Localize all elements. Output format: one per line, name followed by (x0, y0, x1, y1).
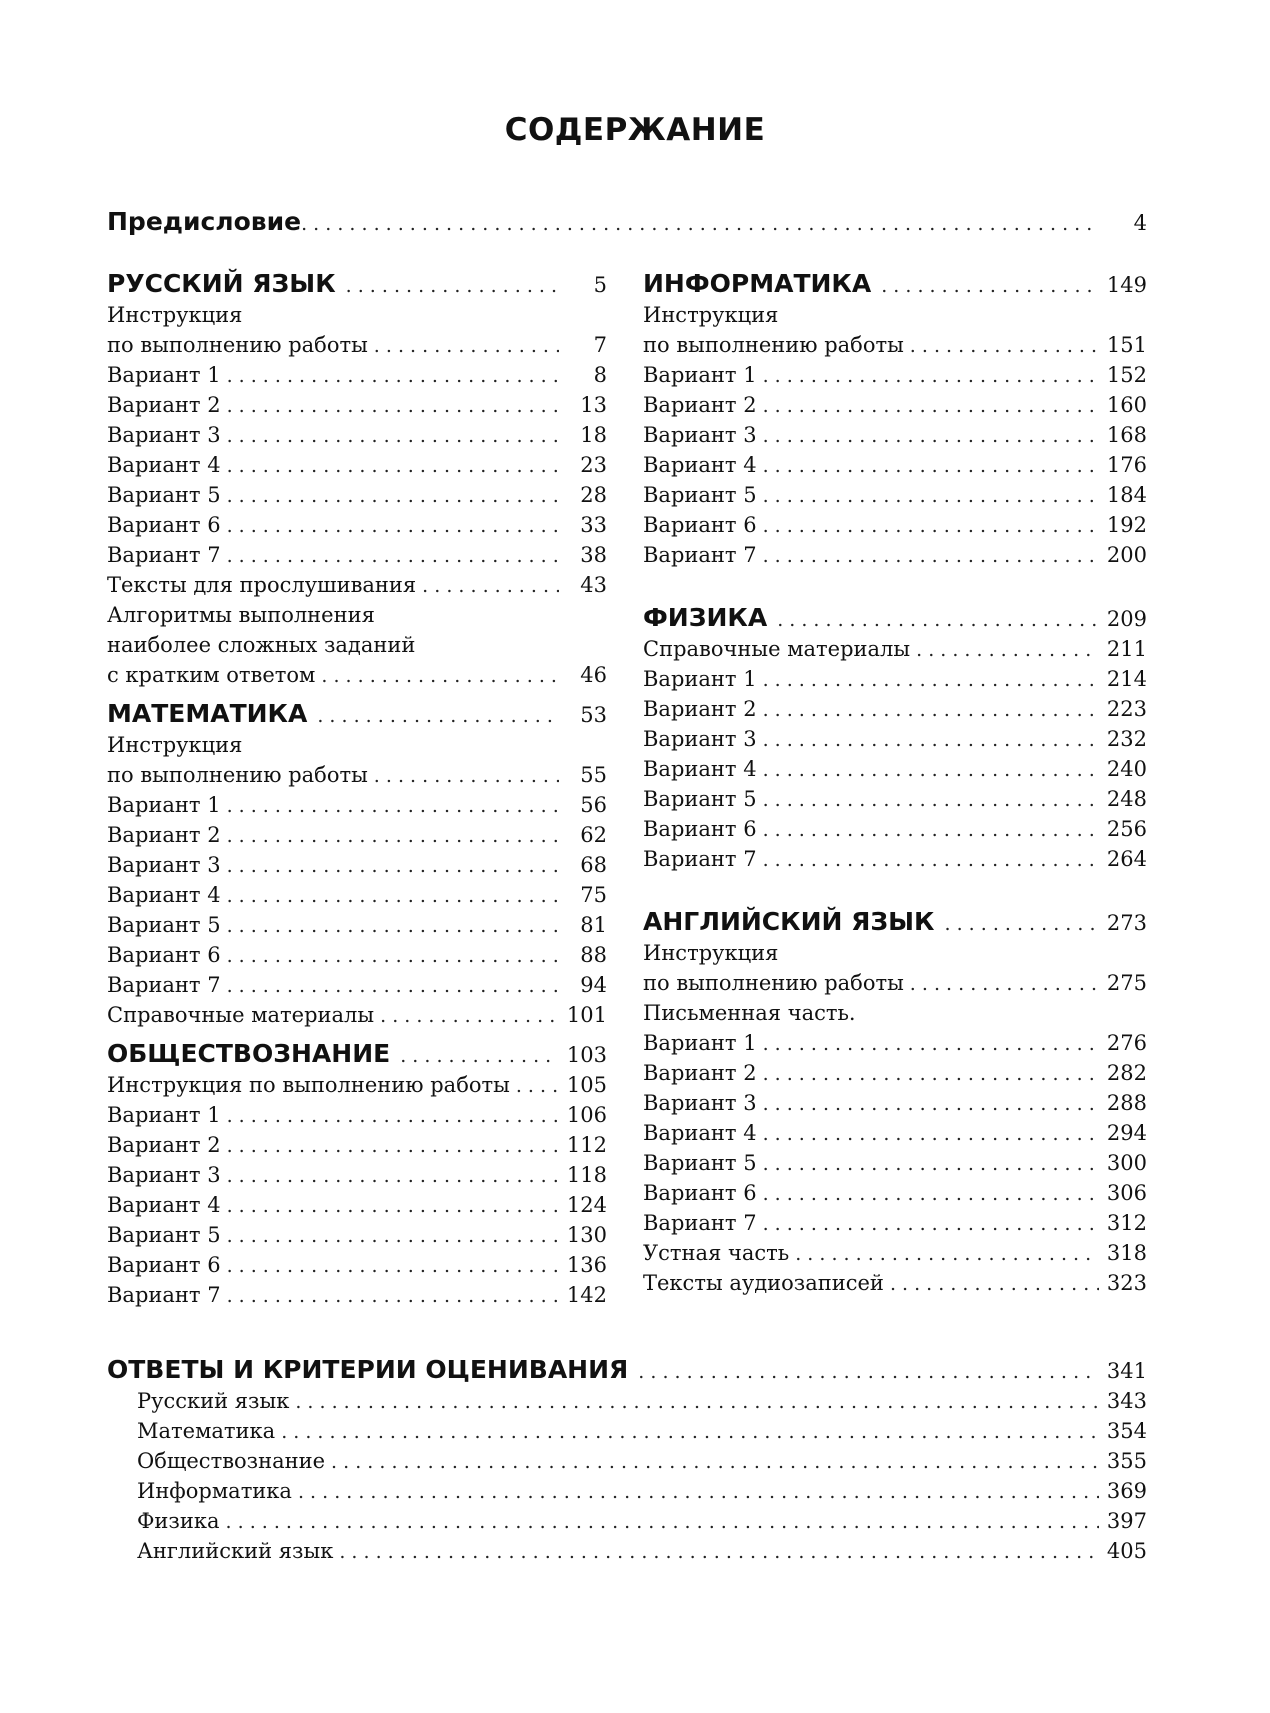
dot-leader (763, 695, 1099, 725)
toc-entry-label: по выполнению работы (643, 333, 904, 357)
toc-entry-label: Инструкция (107, 303, 243, 327)
toc-entry[interactable] (643, 480, 1147, 510)
toc-left-column (107, 268, 607, 1310)
toc-page-number: 88 (580, 943, 607, 967)
toc-page-number: 192 (1106, 513, 1147, 537)
toc-page-number: 294 (1106, 1121, 1147, 1145)
dot-leader (321, 661, 559, 691)
toc-page-number: 5 (593, 273, 607, 297)
toc-entry-label: Информатика (137, 1479, 292, 1503)
toc-entry-label: Справочные материалы (107, 1003, 375, 1027)
toc-entry-label: Вариант 4 (643, 1121, 757, 1145)
toc-entry[interactable] (643, 968, 1147, 998)
toc-answers (107, 1354, 1147, 1566)
dot-leader (227, 791, 559, 821)
toc-entry[interactable] (107, 970, 607, 1000)
dot-leader (281, 1417, 1099, 1447)
toc-page-number: 149 (1106, 273, 1147, 297)
toc-page-number: 124 (566, 1193, 607, 1217)
toc-entry[interactable] (107, 1386, 1147, 1416)
toc-page-number: 53 (580, 703, 607, 727)
toc-page-number: 7 (593, 333, 607, 357)
toc-page-number: 118 (566, 1163, 607, 1187)
toc-entry[interactable] (643, 1058, 1147, 1088)
toc-page-number: 151 (1106, 333, 1147, 357)
toc-entry-label: Вариант 3 (643, 423, 757, 447)
toc-page-number: 256 (1106, 817, 1147, 841)
toc-entry[interactable] (107, 600, 607, 630)
toc-entry-label: Вариант 4 (643, 757, 757, 781)
dot-leader (763, 1209, 1099, 1239)
toc-entry-label: Вариант 3 (643, 1091, 757, 1115)
dot-leader (295, 1387, 1099, 1417)
toc-entry-label: по выполнению работы (107, 333, 368, 357)
toc-entry[interactable] (643, 1148, 1147, 1178)
toc-page-number: 214 (1106, 667, 1147, 691)
toc-entry-label: Вариант 4 (643, 453, 757, 477)
toc-entry-label: Алгоритмы выполнения (107, 603, 375, 627)
toc-entry-label: Вариант 7 (107, 973, 221, 997)
toc-entry[interactable] (107, 1160, 607, 1190)
toc-entry[interactable] (107, 630, 607, 660)
toc-page-number: 275 (1106, 971, 1147, 995)
toc-entry[interactable] (107, 730, 607, 760)
toc-entry-label: Вариант 3 (643, 727, 757, 751)
toc-entry[interactable] (107, 540, 607, 570)
toc-entry[interactable] (643, 510, 1147, 540)
toc-section-math (107, 698, 607, 1030)
toc-entry[interactable] (107, 300, 607, 330)
toc-entry[interactable] (107, 330, 607, 360)
dot-leader (763, 541, 1099, 571)
dot-leader (763, 511, 1099, 541)
toc-entry[interactable] (107, 1130, 607, 1160)
dot-leader (227, 1131, 559, 1161)
toc-page-number: 168 (1106, 423, 1147, 447)
toc-page-number: 103 (566, 1043, 607, 1067)
toc-heading-label: РУССКИЙ ЯЗЫК (107, 269, 336, 298)
dot-leader (777, 604, 1099, 636)
toc-entry[interactable] (107, 1100, 607, 1130)
toc-entry-label: наиболее сложных заданий (107, 633, 416, 657)
toc-entry-label: Вариант 7 (107, 543, 221, 567)
toc-entry-label: Вариант 3 (107, 853, 221, 877)
dot-leader (227, 971, 559, 1001)
toc-heading-label: ФИЗИКА (643, 603, 768, 632)
dot-leader (374, 761, 559, 791)
toc-entry[interactable] (643, 540, 1147, 570)
page-title: СОДЕРЖАНИЕ (504, 112, 766, 148)
toc-entry-label: Вариант 1 (643, 363, 757, 387)
toc-entry[interactable] (643, 694, 1147, 724)
toc-entry[interactable] (107, 510, 607, 540)
dot-leader (763, 1029, 1099, 1059)
dot-leader (317, 700, 559, 732)
toc-entry[interactable] (107, 760, 607, 790)
dot-leader (227, 1251, 559, 1281)
toc-entry[interactable] (107, 1280, 607, 1310)
toc-entry-label: Вариант 5 (107, 1223, 221, 1247)
toc-entry-label: Вариант 2 (107, 1133, 221, 1157)
toc-page-number: 8 (593, 363, 607, 387)
toc-page-number: 184 (1106, 483, 1147, 507)
toc-entry-label: Вариант 6 (643, 817, 757, 841)
toc-entry-label: Вариант 6 (107, 513, 221, 537)
toc-page-number: 4 (1133, 211, 1147, 235)
dot-leader (763, 451, 1099, 481)
toc-entry-label: Вариант 1 (643, 1031, 757, 1055)
toc-page-number: 354 (1106, 1419, 1147, 1443)
toc-page-number: 152 (1106, 363, 1147, 387)
toc-page-number: 200 (1106, 543, 1147, 567)
toc-entry[interactable] (643, 300, 1147, 330)
toc-entry-label: Инструкция (107, 733, 243, 757)
toc-heading[interactable] (643, 268, 1147, 300)
toc-heading[interactable] (107, 698, 607, 730)
toc-page-number: 312 (1106, 1211, 1147, 1235)
toc-section-physics (643, 602, 1147, 874)
toc-entry[interactable] (107, 820, 607, 850)
dot-leader (516, 1071, 559, 1101)
toc-page-number: 68 (580, 853, 607, 877)
toc-entry[interactable] (643, 1118, 1147, 1148)
toc-heading-label: ОТВЕТЫ И КРИТЕРИИ ОЦЕНИВАНИЯ (107, 1355, 629, 1384)
toc-page-number: 223 (1106, 697, 1147, 721)
toc-entry-label: Тексты для прослушивания (107, 573, 417, 597)
dot-leader (227, 1191, 559, 1221)
toc-entry-label: Вариант 5 (107, 913, 221, 937)
toc-entry-label: Вариант 4 (107, 883, 221, 907)
toc-heading[interactable] (643, 602, 1147, 634)
dot-leader (763, 665, 1099, 695)
dot-leader (763, 785, 1099, 815)
toc-entry[interactable] (643, 664, 1147, 694)
dot-leader (763, 1149, 1099, 1179)
toc-entry[interactable] (643, 1238, 1147, 1268)
toc-page-number: 341 (1106, 1359, 1147, 1383)
toc-heading[interactable] (643, 906, 1147, 938)
toc-page-number: 300 (1106, 1151, 1147, 1175)
toc-heading-label: АНГЛИЙСКИЙ ЯЗЫК (643, 907, 935, 936)
toc-entry-label: Вариант 2 (107, 393, 221, 417)
toc-entry[interactable] (643, 450, 1147, 480)
dot-leader (227, 1101, 559, 1131)
toc-page-number: 23 (580, 453, 607, 477)
toc-entry[interactable] (107, 1416, 1147, 1446)
dot-leader (763, 755, 1099, 785)
toc-entry[interactable] (107, 1220, 607, 1250)
toc-entry[interactable] (107, 420, 607, 450)
toc-entry[interactable] (107, 1000, 607, 1030)
toc-entry-label: Математика (137, 1419, 276, 1443)
toc-entry-label: Инструкция (643, 941, 779, 965)
toc-entry[interactable] (643, 330, 1147, 360)
dot-leader (638, 1356, 1099, 1388)
toc-entry[interactable] (643, 754, 1147, 784)
dot-leader (226, 1507, 1099, 1537)
toc-entry-label: Вариант 2 (643, 697, 757, 721)
dot-leader (916, 635, 1099, 665)
dot-leader (763, 421, 1099, 451)
toc-entry-label: Вариант 2 (107, 823, 221, 847)
toc-entry-label: Физика (137, 1509, 220, 1533)
toc-entry-label: Вариант 6 (643, 1181, 757, 1205)
toc-heading-label: ОБЩЕСТВОЗНАНИЕ (107, 1039, 391, 1068)
toc-page-number: 306 (1106, 1181, 1147, 1205)
toc-entry-label: Вариант 5 (643, 1151, 757, 1175)
toc-section-russian (107, 268, 607, 690)
toc-entry[interactable] (107, 910, 607, 940)
toc-entry-label: Письменная часть. (643, 1001, 856, 1025)
toc-entry[interactable] (107, 570, 607, 600)
toc-entry[interactable] (643, 390, 1147, 420)
dot-leader (227, 361, 559, 391)
dot-leader (910, 331, 1099, 361)
toc-entry-label: Вариант 4 (107, 1193, 221, 1217)
toc-section-social (107, 1038, 607, 1310)
toc-page-number: 38 (580, 543, 607, 567)
dot-leader (227, 421, 559, 451)
toc-entry[interactable] (643, 1028, 1147, 1058)
dot-leader (227, 1281, 559, 1311)
toc-entry-label: Русский язык (137, 1389, 290, 1413)
toc-entry[interactable] (107, 1250, 607, 1280)
toc-page-number: 55 (580, 763, 607, 787)
toc-preface (107, 206, 1147, 238)
dot-leader (400, 1040, 559, 1072)
toc-entry[interactable] (107, 1536, 1147, 1566)
toc-page-number: 369 (1106, 1479, 1147, 1503)
toc-entry[interactable] (643, 724, 1147, 754)
dot-leader (339, 1537, 1099, 1567)
toc-entry-label: Инструкция по выполнению работы (107, 1073, 510, 1097)
toc-page-number: 355 (1106, 1449, 1147, 1473)
toc-page-number: 112 (566, 1133, 607, 1157)
toc-entry-label: Вариант 7 (643, 847, 757, 871)
toc-page-number: 101 (566, 1003, 607, 1027)
toc-entry-label: Вариант 3 (107, 1163, 221, 1187)
toc-page-number: 46 (580, 663, 607, 687)
toc-entry[interactable] (643, 360, 1147, 390)
toc-entry[interactable] (107, 1506, 1147, 1536)
toc-heading-label: ИНФОРМАТИКА (643, 269, 872, 298)
toc-entry-label: Вариант 4 (107, 453, 221, 477)
dot-leader (380, 1001, 559, 1031)
dot-leader (763, 391, 1099, 421)
toc-page-number: 209 (1106, 607, 1147, 631)
toc-page-number: 288 (1106, 1091, 1147, 1115)
toc-entry[interactable] (643, 998, 1147, 1028)
dot-leader (227, 1161, 559, 1191)
toc-entry-label: Вариант 1 (107, 793, 221, 817)
toc-page-number: 28 (580, 483, 607, 507)
dot-leader (795, 1239, 1099, 1269)
toc-entry-label: Устная часть (643, 1241, 790, 1265)
dot-leader (374, 331, 559, 361)
toc-entry[interactable] (107, 390, 607, 420)
toc-page-number: 136 (566, 1253, 607, 1277)
toc-entry-label: Вариант 7 (643, 1211, 757, 1235)
toc-page-number: 318 (1106, 1241, 1147, 1265)
toc-page-number: 240 (1106, 757, 1147, 781)
toc-entry-label: Вариант 1 (107, 363, 221, 387)
toc-entry[interactable] (107, 1070, 607, 1100)
toc-page-number: 106 (566, 1103, 607, 1127)
toc-page-number: 397 (1106, 1509, 1147, 1533)
toc-page-number: 343 (1106, 1389, 1147, 1413)
dot-leader (945, 908, 1099, 940)
toc-page-number: 142 (566, 1283, 607, 1307)
toc-entry[interactable] (107, 660, 607, 690)
toc-entry[interactable] (643, 420, 1147, 450)
toc-page-number: 130 (566, 1223, 607, 1247)
toc-entry[interactable] (643, 634, 1147, 664)
toc-section-answers (107, 1354, 1147, 1566)
dot-leader (227, 911, 559, 941)
toc-page-number: 160 (1106, 393, 1147, 417)
dot-leader (301, 208, 1099, 240)
toc-entry-label: с кратким ответом (107, 663, 316, 687)
dot-leader (227, 1221, 559, 1251)
toc-heading[interactable] (107, 1354, 1147, 1386)
dot-leader (227, 851, 559, 881)
toc-heading[interactable] (107, 1038, 607, 1070)
toc-entry-label: Вариант 2 (643, 393, 757, 417)
dot-leader (298, 1477, 1099, 1507)
dot-leader (763, 1089, 1099, 1119)
toc-page-number: 323 (1106, 1271, 1147, 1295)
toc-page-number: 232 (1106, 727, 1147, 751)
dot-leader (881, 270, 1099, 302)
toc-entry-preface[interactable] (107, 206, 1147, 238)
toc-entry-label: Вариант 5 (643, 787, 757, 811)
toc-entry[interactable] (643, 1088, 1147, 1118)
toc-entry-label: Вариант 6 (107, 1253, 221, 1277)
toc-page-number: 43 (580, 573, 607, 597)
toc-heading-label: Предисловие (107, 207, 302, 236)
toc-entry-label: Вариант 1 (107, 1103, 221, 1127)
toc-page-number: 273 (1106, 911, 1147, 935)
toc-page-number: 33 (580, 513, 607, 537)
dot-leader (227, 541, 559, 571)
toc-page-number: 105 (566, 1073, 607, 1097)
toc-page-number: 248 (1106, 787, 1147, 811)
dot-leader (227, 481, 559, 511)
toc-entry[interactable] (107, 850, 607, 880)
dot-leader (763, 481, 1099, 511)
toc-entry[interactable] (107, 940, 607, 970)
dot-leader (763, 845, 1099, 875)
toc-entry[interactable] (643, 814, 1147, 844)
toc-page-number: 211 (1106, 637, 1147, 661)
toc-entry[interactable] (107, 790, 607, 820)
toc-entry[interactable] (107, 1476, 1147, 1506)
toc-entry-label: по выполнению работы (107, 763, 368, 787)
toc-entry[interactable] (643, 1208, 1147, 1238)
toc-page-number: 56 (580, 793, 607, 817)
dot-leader (422, 571, 559, 601)
toc-page-number: 276 (1106, 1031, 1147, 1055)
dot-leader (346, 270, 559, 302)
toc-entry-label: Вариант 2 (643, 1061, 757, 1085)
dot-leader (227, 881, 559, 911)
toc-entry[interactable] (643, 1268, 1147, 1298)
toc-entry-label: Вариант 5 (107, 483, 221, 507)
toc-page-number: 81 (580, 913, 607, 937)
dot-leader (910, 969, 1099, 999)
dot-leader (763, 1119, 1099, 1149)
dot-leader (331, 1447, 1099, 1477)
toc-entry-label: Вариант 7 (107, 1283, 221, 1307)
toc-page-number: 75 (580, 883, 607, 907)
toc-right-column (643, 268, 1147, 1298)
dot-leader (763, 815, 1099, 845)
toc-page-number: 94 (580, 973, 607, 997)
toc-entry-label: Вариант 6 (107, 943, 221, 967)
toc-entry-label: Вариант 5 (643, 483, 757, 507)
toc-entry-label: Вариант 3 (107, 423, 221, 447)
toc-section-english (643, 906, 1147, 1298)
toc-page-number: 405 (1106, 1539, 1147, 1563)
toc-page-number: 282 (1106, 1061, 1147, 1085)
toc-entry-label: Вариант 6 (643, 513, 757, 537)
toc-page-number: 13 (580, 393, 607, 417)
toc-page-number: 264 (1106, 847, 1147, 871)
dot-leader (227, 941, 559, 971)
toc-entry-label: Обществознание (137, 1449, 326, 1473)
dot-leader (227, 511, 559, 541)
dot-leader (227, 391, 559, 421)
toc-entry[interactable] (643, 1178, 1147, 1208)
toc-entry[interactable] (643, 844, 1147, 874)
toc-section-informatics (643, 268, 1147, 570)
toc-entry-label: Инструкция (643, 303, 779, 327)
dot-leader (763, 361, 1099, 391)
dot-leader (227, 821, 559, 851)
toc-entry[interactable] (107, 1446, 1147, 1476)
toc-entry[interactable] (107, 1190, 607, 1220)
toc-entry[interactable] (107, 450, 607, 480)
toc-entry-label: Вариант 1 (643, 667, 757, 691)
toc-heading-label: МАТЕМАТИКА (107, 699, 308, 728)
toc-entry-label: Справочные материалы (643, 637, 911, 661)
toc-page-number: 62 (580, 823, 607, 847)
toc-entry[interactable] (107, 360, 607, 390)
dot-leader (763, 1059, 1099, 1089)
toc-entry-label: Вариант 7 (643, 543, 757, 567)
toc-entry-label: Тексты аудиозаписей (643, 1271, 884, 1295)
dot-leader (890, 1269, 1099, 1299)
toc-heading[interactable] (107, 268, 607, 300)
toc-entry[interactable] (107, 480, 607, 510)
toc-page-number: 176 (1106, 453, 1147, 477)
toc-entry-label: по выполнению работы (643, 971, 904, 995)
toc-page-number: 18 (580, 423, 607, 447)
toc-entry[interactable] (643, 938, 1147, 968)
dot-leader (227, 451, 559, 481)
toc-entry[interactable] (643, 784, 1147, 814)
dot-leader (763, 725, 1099, 755)
dot-leader (763, 1179, 1099, 1209)
toc-entry[interactable] (107, 880, 607, 910)
toc-entry-label: Английский язык (137, 1539, 334, 1563)
